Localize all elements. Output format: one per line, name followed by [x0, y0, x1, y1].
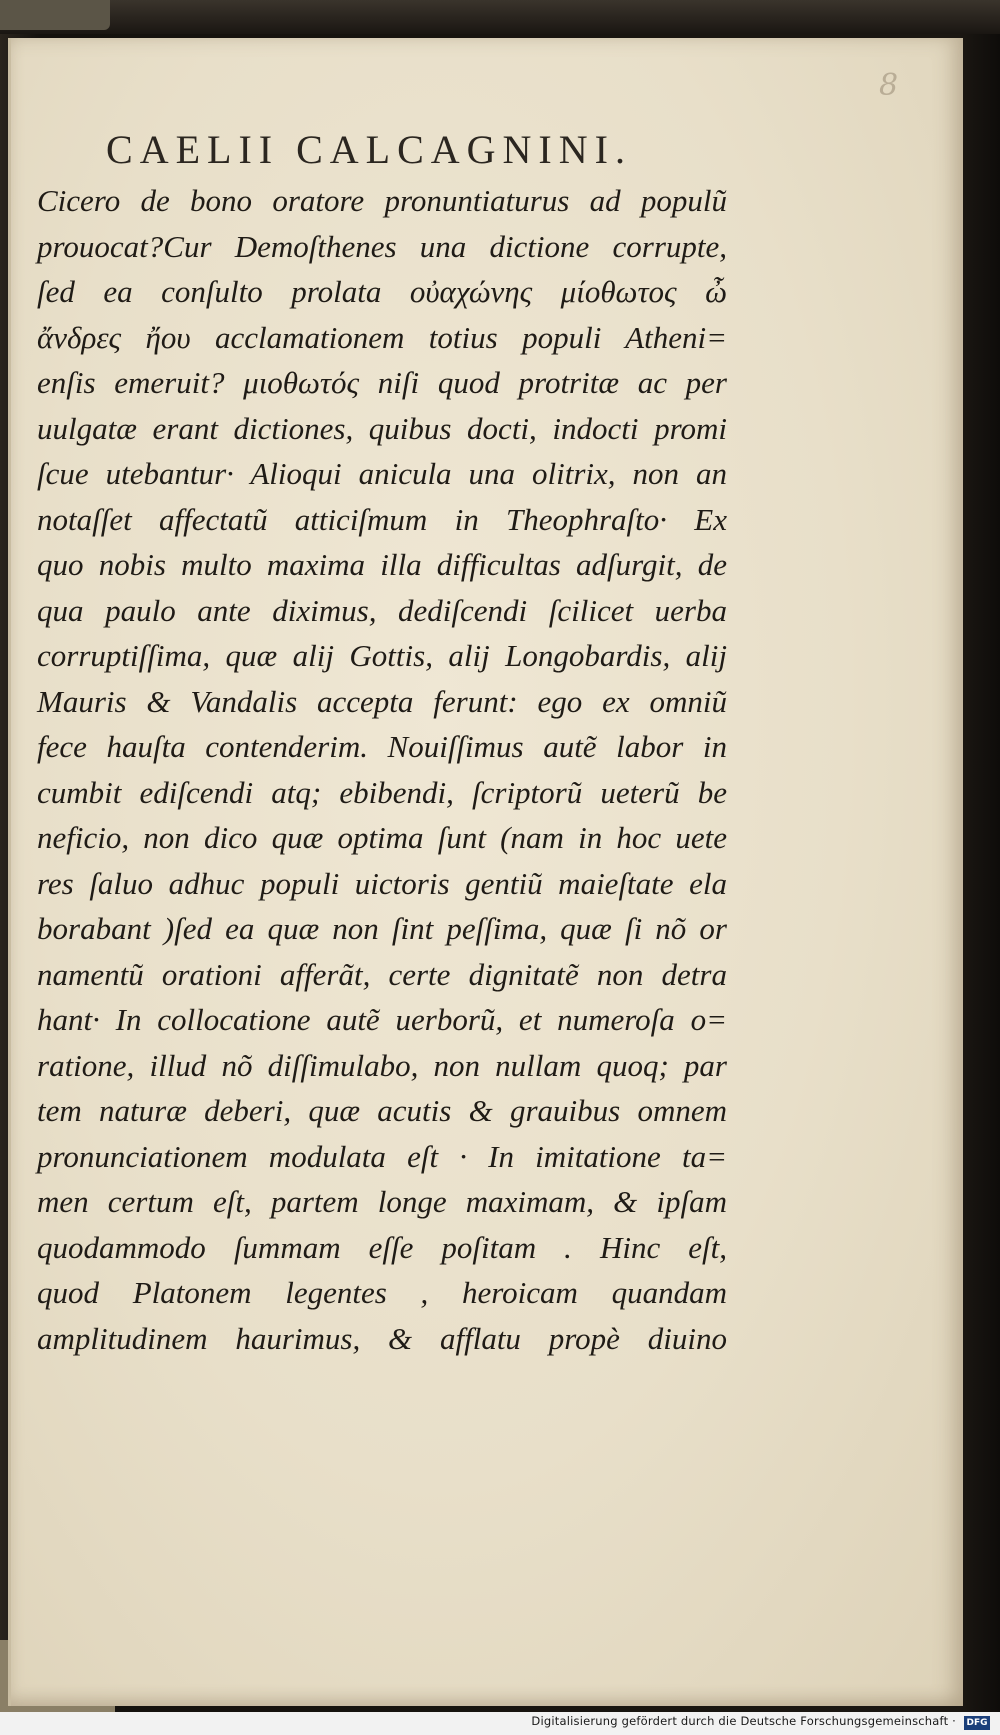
- text-line: namentũ orationi afferãt, certe dignitatẽ non detra: [37, 956, 727, 992]
- scan-top-edge: [0, 0, 1000, 34]
- text-line: pronunciationem modulata eſt · In imitatione ta=: [37, 1138, 727, 1174]
- text-line: quo nobis multo maxima illa difficultas adſurgit, de: [37, 547, 727, 582]
- scan-corner-top: [0, 0, 110, 30]
- book-page: [8, 38, 963, 1706]
- footer-bar: [0, 1712, 1000, 1735]
- text-line: Cicero de bono oratore pronuntiaturus ad populũ: [37, 183, 727, 218]
- text-line: ἄνδρες ἤου acclamationem totius populi Atheni=: [37, 319, 727, 355]
- text-line: neficio, non dico quæ optima ſunt (nam in hoc uete: [37, 820, 727, 855]
- text-line: men certum eſt, partem longe maximam, & ipſam: [37, 1184, 727, 1219]
- text-line: tem naturæ deberi, quæ acutis & grauibus omnem: [37, 1093, 727, 1128]
- text-line: quodammodo ſummam eſſe poſitam . Hinc eſt,: [37, 1229, 727, 1265]
- text-line: notaſſet affectatũ atticiſmum in Theophraſto· Ex: [37, 501, 727, 537]
- text-line: uulgatæ erant dictiones, quibus docti, indocti promi: [37, 410, 727, 446]
- text-line: fece hauſta contenderim. Nouiſſimus autẽ labor in: [37, 729, 727, 764]
- text-line: quod Platonem legentes , heroicam quandam: [37, 1275, 727, 1310]
- text-line: Mauris & Vandalis accepta ferunt: ego ex omniũ: [37, 683, 727, 719]
- text-line: enſis emeruit? μιοθωτός niſi quod protritæ ac per: [37, 365, 727, 400]
- text-line: ſcue utebantur· Alioqui anicula una olitrix, non an: [37, 456, 727, 491]
- text-line: cumbit ediſcendi atq; ebibendi, ſcriptorũ ueterũ be: [37, 774, 727, 810]
- dfg-logo: DFG: [964, 1716, 990, 1730]
- text-line: borabant )ſed ea quæ non ſint peſſima, quæ ſi nõ or: [37, 911, 727, 946]
- digitization-credit: Digitalisierung gefördert durch die Deutsche Forschungsgemeinschaft ·: [531, 1714, 956, 1728]
- running-head: CAELII CALCAGNINI.: [106, 127, 632, 172]
- text-line: hant· In collocatione autẽ uerborũ, et numeroſa o=: [37, 1002, 727, 1037]
- text-block: [37, 178, 727, 1361]
- text-line: prouocat?Cur Demoſthenes una dictione corrupte,: [37, 228, 727, 264]
- text-line: ratione, illud nõ diſſimulabo, non nullam quoq; par: [37, 1047, 727, 1083]
- folio-mark: 8: [879, 68, 899, 103]
- text-line: qua paulo ante diximus, dediſcendi ſcilicet uerba: [37, 592, 727, 628]
- text-line: corruptiſſima, quæ alij Gottis, alij Longobardis, alij: [37, 638, 727, 673]
- text-line: amplitudinem haurimus, & afflatu propè diuino: [37, 1320, 727, 1356]
- text-line: res ſaluo adhuc populi uictoris gentiũ maieſtate ela: [37, 865, 727, 901]
- text-line: ſed ea conſulto prolata οὐαχώνης μίοθωτος ὦ: [37, 274, 727, 309]
